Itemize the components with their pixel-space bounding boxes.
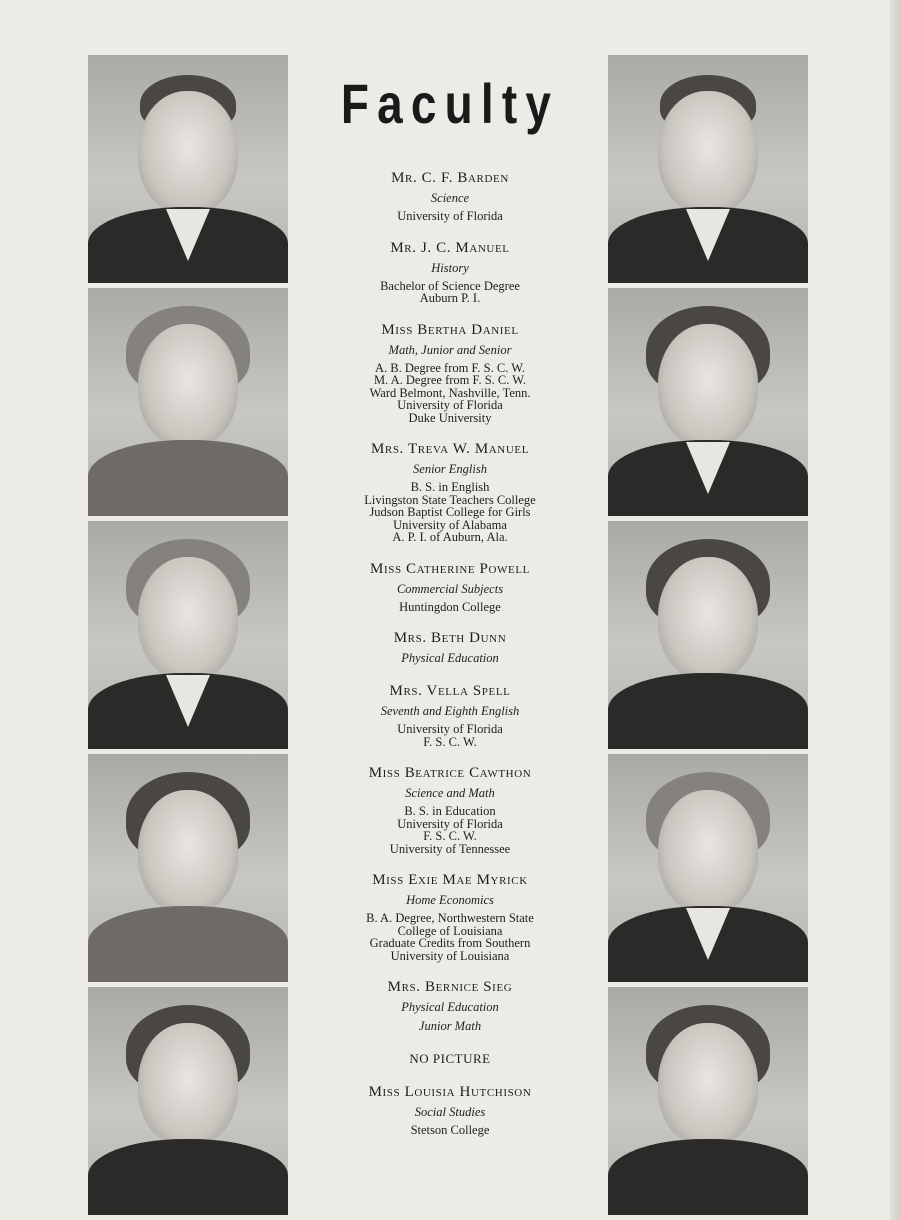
portrait-photo bbox=[608, 987, 808, 1215]
faculty-name: Miss Exie Mae Myrick bbox=[372, 872, 528, 888]
faculty-name: Miss Beatrice Cawthon bbox=[368, 765, 532, 781]
faculty-subject: Science and Math bbox=[405, 786, 495, 800]
page-edge bbox=[890, 0, 900, 1220]
faculty-name: Miss Louisia Hutchison bbox=[368, 1084, 532, 1100]
faculty-detail: Stetson College bbox=[410, 1123, 490, 1137]
faculty-detail: B. S. in English bbox=[410, 480, 490, 494]
portrait-photo bbox=[608, 55, 808, 283]
faculty-detail: Duke University bbox=[408, 410, 492, 425]
portrait-photo bbox=[608, 754, 808, 982]
faculty-subject: Physical Education bbox=[401, 1000, 499, 1014]
faculty-subject: Math, Junior and Senior bbox=[388, 342, 512, 357]
faculty-entry bbox=[300, 630, 600, 666]
faculty-detail: Livingston State Teachers College bbox=[364, 492, 536, 507]
faculty-name: Mrs. Beth Dunn bbox=[393, 630, 507, 646]
faculty-detail: College of Louisiana bbox=[397, 923, 503, 938]
portrait-photo bbox=[88, 521, 288, 749]
no-picture-label: NO PICTURE bbox=[409, 1051, 491, 1066]
faculty-detail: University of Tennessee bbox=[389, 841, 511, 856]
faculty-subject: Physical Education bbox=[401, 651, 499, 665]
faculty-subject: Social Studies bbox=[414, 1105, 486, 1119]
portrait-photo bbox=[88, 987, 288, 1215]
faculty-detail: M. A. Degree from F. S. C. W. bbox=[373, 373, 527, 387]
faculty-detail: A. B. Degree from F. S. C. W. bbox=[374, 360, 526, 375]
portrait-photo bbox=[88, 55, 288, 283]
faculty-entry bbox=[300, 765, 600, 855]
left-photo-column bbox=[88, 55, 288, 1220]
faculty-subject: Commercial Subjects bbox=[396, 581, 504, 596]
portrait-photo bbox=[608, 288, 808, 516]
faculty-detail: University of Florida bbox=[397, 209, 503, 223]
portrait-photo bbox=[88, 754, 288, 982]
faculty-detail: Huntingdon College bbox=[399, 599, 501, 614]
faculty-entry bbox=[300, 170, 600, 223]
faculty-name: Mr. J. C. Manuel bbox=[390, 239, 510, 256]
faculty-detail: B. S. in Education bbox=[404, 804, 496, 818]
faculty-detail: Bachelor of Science Degree bbox=[380, 278, 520, 293]
faculty-name: Miss Bertha Daniel bbox=[381, 321, 519, 338]
faculty-name: Mrs. Vella Spell bbox=[389, 683, 511, 699]
faculty-entry bbox=[300, 561, 600, 614]
faculty-name: Miss Catherine Powell bbox=[370, 560, 530, 577]
faculty-subject: Home Economics bbox=[406, 893, 494, 907]
faculty-subject: Senior English bbox=[413, 462, 487, 476]
faculty-entry bbox=[300, 872, 600, 962]
faculty-detail: University of Florida bbox=[397, 722, 503, 736]
faculty-listing bbox=[300, 66, 600, 1154]
faculty-detail: F. S. C. W. bbox=[423, 734, 477, 749]
faculty-detail: B. A. Degree, Northwestern State bbox=[366, 911, 534, 925]
faculty-detail: Auburn P. I. bbox=[419, 291, 481, 305]
faculty-detail: University of Florida bbox=[397, 816, 503, 831]
faculty-detail: University of Florida bbox=[397, 398, 503, 412]
faculty-detail: F. S. C. W. bbox=[423, 829, 477, 843]
faculty-name: Mr. C. F. Barden bbox=[391, 170, 509, 186]
faculty-detail: University of Alabama bbox=[393, 517, 507, 532]
faculty-detail: Ward Belmont, Nashville, Tenn. bbox=[369, 385, 531, 400]
faculty-name: Mrs. Bernice Sieg bbox=[387, 979, 513, 995]
faculty-detail: Graduate Credits from Southern bbox=[369, 936, 531, 950]
faculty-subject: Seventh and Eighth English bbox=[380, 704, 520, 718]
portrait-photo bbox=[88, 288, 288, 516]
faculty-entry bbox=[300, 979, 600, 1034]
faculty-entry bbox=[300, 1084, 600, 1137]
faculty-name: Mrs. Treva W. Manuel bbox=[370, 441, 530, 457]
faculty-entry bbox=[300, 240, 600, 305]
faculty-entry bbox=[300, 683, 600, 748]
faculty-subject: Science bbox=[430, 191, 470, 205]
faculty-entry bbox=[300, 322, 600, 425]
faculty-detail: Judson Baptist College for Girls bbox=[369, 505, 531, 519]
portrait-photo bbox=[608, 521, 808, 749]
faculty-subject: Junior Math bbox=[418, 1019, 482, 1033]
right-photo-column bbox=[608, 55, 808, 1220]
faculty-detail: A. P. I. of Auburn, Ala. bbox=[392, 530, 508, 544]
faculty-entry bbox=[300, 441, 600, 544]
page-title: Faculty bbox=[340, 72, 560, 135]
faculty-subject: History bbox=[431, 260, 469, 275]
faculty-detail: University of Louisiana bbox=[390, 948, 510, 963]
